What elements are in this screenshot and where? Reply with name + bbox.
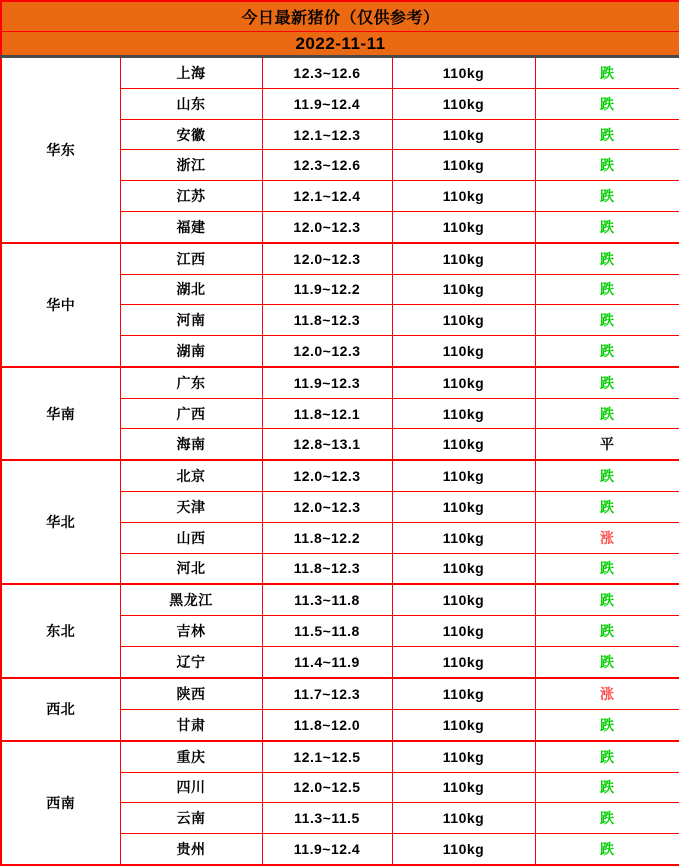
weight-cell: 110kg: [392, 616, 535, 647]
table-row: [1, 243, 679, 274]
weight-cell: 110kg: [392, 243, 535, 274]
weight-cell: 110kg: [392, 89, 535, 120]
price-range-cell: 12.3~12.6: [262, 150, 392, 181]
report-date: 2022-11-11: [1, 32, 679, 57]
price-range-cell: 12.3~12.6: [262, 57, 392, 89]
province-cell: 江西: [120, 243, 262, 274]
price-range-cell: 11.9~12.4: [262, 833, 392, 865]
trend-cell: 跌: [535, 89, 679, 120]
table-row: [1, 460, 679, 491]
trend-cell: 跌: [535, 803, 679, 834]
date-row: [1, 32, 679, 57]
trend-cell: 跌: [535, 243, 679, 274]
table-body: [1, 57, 679, 866]
weight-cell: 110kg: [392, 274, 535, 305]
province-cell: 广西: [120, 398, 262, 429]
price-range-cell: 11.5~11.8: [262, 616, 392, 647]
trend-cell: 跌: [535, 398, 679, 429]
region-cell: 西南: [1, 741, 120, 865]
trend-cell: 涨: [535, 522, 679, 553]
table-row: [1, 741, 679, 772]
region-cell: 华中: [1, 243, 120, 367]
trend-cell: 跌: [535, 181, 679, 212]
price-range-cell: 12.1~12.5: [262, 741, 392, 772]
weight-cell: 110kg: [392, 398, 535, 429]
trend-cell: 跌: [535, 646, 679, 677]
table-row: [1, 584, 679, 615]
province-cell: 湖南: [120, 335, 262, 366]
weight-cell: 110kg: [392, 150, 535, 181]
weight-cell: 110kg: [392, 119, 535, 150]
trend-cell: 跌: [535, 211, 679, 242]
province-cell: 安徽: [120, 119, 262, 150]
trend-cell: 跌: [535, 616, 679, 647]
price-range-cell: 12.0~12.3: [262, 460, 392, 491]
trend-cell: 跌: [535, 584, 679, 615]
trend-cell: 跌: [535, 305, 679, 336]
province-cell: 河北: [120, 553, 262, 584]
weight-cell: 110kg: [392, 522, 535, 553]
province-cell: 陕西: [120, 678, 262, 709]
price-range-cell: 12.8~13.1: [262, 429, 392, 460]
table-row: [1, 678, 679, 709]
price-range-cell: 11.9~12.4: [262, 89, 392, 120]
province-cell: 天津: [120, 492, 262, 523]
weight-cell: 110kg: [392, 492, 535, 523]
table-title: 今日最新猪价（仅供参考）: [1, 1, 679, 32]
province-cell: 福建: [120, 211, 262, 242]
weight-cell: 110kg: [392, 305, 535, 336]
weight-cell: 110kg: [392, 584, 535, 615]
weight-cell: 110kg: [392, 553, 535, 584]
weight-cell: 110kg: [392, 367, 535, 398]
price-range-cell: 11.4~11.9: [262, 646, 392, 677]
price-range-cell: 11.8~12.3: [262, 553, 392, 584]
trend-cell: 跌: [535, 367, 679, 398]
weight-cell: 110kg: [392, 460, 535, 491]
province-cell: 重庆: [120, 741, 262, 772]
trend-cell: 跌: [535, 274, 679, 305]
weight-cell: 110kg: [392, 741, 535, 772]
weight-cell: 110kg: [392, 181, 535, 212]
province-cell: 黑龙江: [120, 584, 262, 615]
price-range-cell: 11.8~12.3: [262, 305, 392, 336]
weight-cell: 110kg: [392, 646, 535, 677]
price-range-cell: 11.8~12.2: [262, 522, 392, 553]
province-cell: 北京: [120, 460, 262, 491]
price-range-cell: 11.7~12.3: [262, 678, 392, 709]
price-range-cell: 11.3~11.5: [262, 803, 392, 834]
table-row: [1, 367, 679, 398]
trend-cell: 跌: [535, 460, 679, 491]
province-cell: 吉林: [120, 616, 262, 647]
province-cell: 河南: [120, 305, 262, 336]
weight-cell: 110kg: [392, 772, 535, 803]
price-range-cell: 12.0~12.3: [262, 335, 392, 366]
title-row: [1, 1, 679, 32]
province-cell: 贵州: [120, 833, 262, 865]
weight-cell: 110kg: [392, 678, 535, 709]
province-cell: 上海: [120, 57, 262, 89]
trend-cell: 跌: [535, 335, 679, 366]
province-cell: 甘肃: [120, 709, 262, 740]
price-range-cell: 12.0~12.3: [262, 492, 392, 523]
trend-cell: 跌: [535, 57, 679, 89]
price-range-cell: 11.8~12.0: [262, 709, 392, 740]
price-range-cell: 12.0~12.3: [262, 211, 392, 242]
weight-cell: 110kg: [392, 803, 535, 834]
province-cell: 辽宁: [120, 646, 262, 677]
table-row: [1, 57, 679, 89]
weight-cell: 110kg: [392, 211, 535, 242]
weight-cell: 110kg: [392, 429, 535, 460]
trend-cell: 跌: [535, 741, 679, 772]
trend-cell: 跌: [535, 709, 679, 740]
trend-cell: 跌: [535, 772, 679, 803]
province-cell: 海南: [120, 429, 262, 460]
trend-cell: 跌: [535, 553, 679, 584]
price-range-cell: 12.0~12.3: [262, 243, 392, 274]
price-range-cell: 12.1~12.4: [262, 181, 392, 212]
province-cell: 江苏: [120, 181, 262, 212]
price-range-cell: 11.8~12.1: [262, 398, 392, 429]
province-cell: 湖北: [120, 274, 262, 305]
price-range-cell: 11.9~12.2: [262, 274, 392, 305]
province-cell: 浙江: [120, 150, 262, 181]
province-cell: 山东: [120, 89, 262, 120]
price-range-cell: 12.0~12.5: [262, 772, 392, 803]
trend-cell: 平: [535, 429, 679, 460]
price-range-cell: 11.3~11.8: [262, 584, 392, 615]
province-cell: 云南: [120, 803, 262, 834]
region-cell: 华东: [1, 57, 120, 243]
trend-cell: 跌: [535, 833, 679, 865]
weight-cell: 110kg: [392, 833, 535, 865]
region-cell: 华南: [1, 367, 120, 460]
region-cell: 西北: [1, 678, 120, 741]
trend-cell: 涨: [535, 678, 679, 709]
weight-cell: 110kg: [392, 709, 535, 740]
trend-cell: 跌: [535, 492, 679, 523]
price-range-cell: 11.9~12.3: [262, 367, 392, 398]
trend-cell: 跌: [535, 119, 679, 150]
province-cell: 四川: [120, 772, 262, 803]
weight-cell: 110kg: [392, 57, 535, 89]
trend-cell: 跌: [535, 150, 679, 181]
price-range-cell: 12.1~12.3: [262, 119, 392, 150]
province-cell: 广东: [120, 367, 262, 398]
weight-cell: 110kg: [392, 335, 535, 366]
region-cell: 华北: [1, 460, 120, 584]
region-cell: 东北: [1, 584, 120, 677]
province-cell: 山西: [120, 522, 262, 553]
